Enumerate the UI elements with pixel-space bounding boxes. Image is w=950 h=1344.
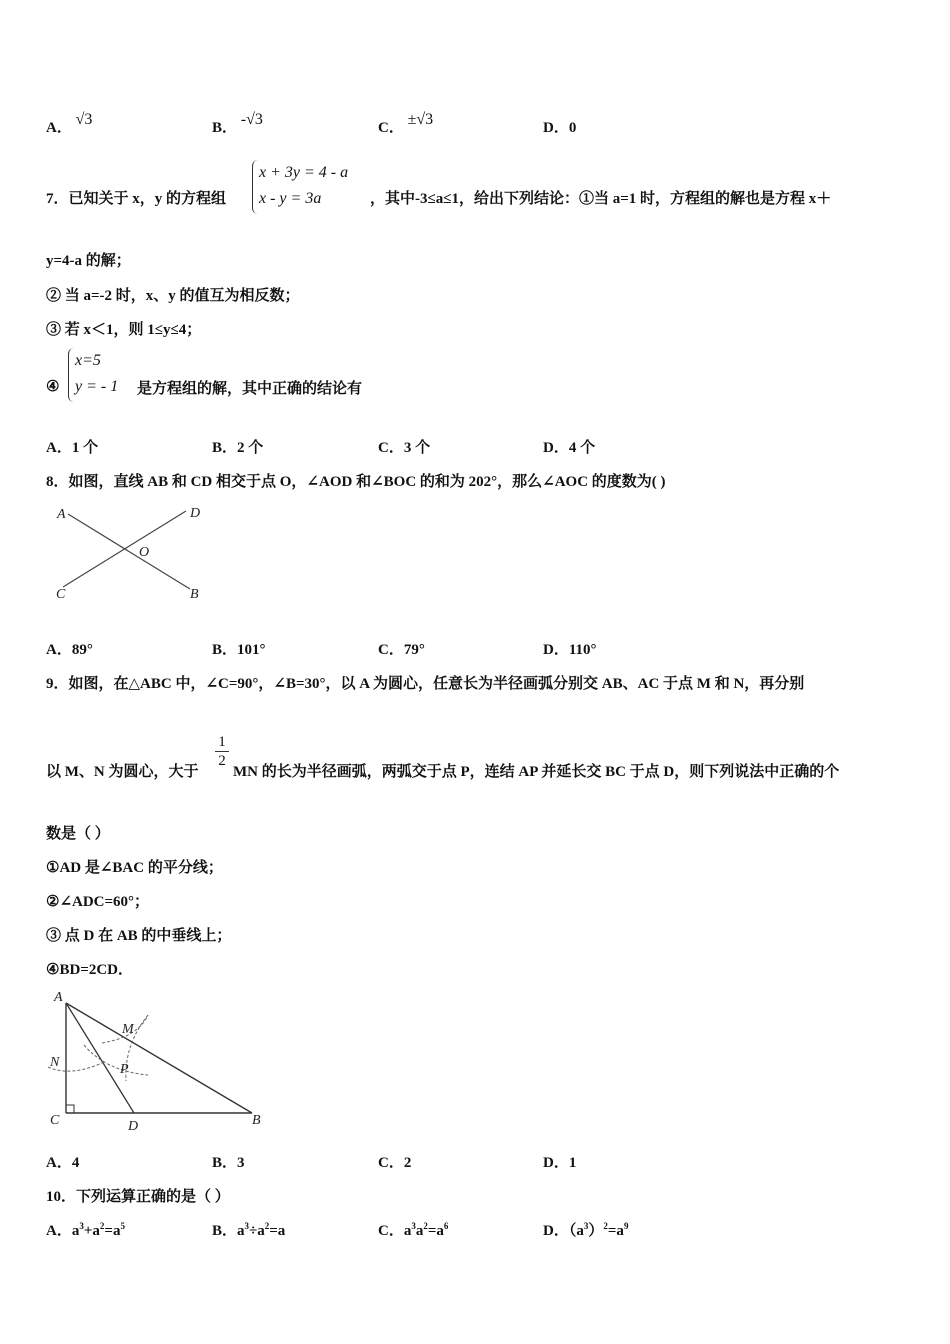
q7-option-d: D．4 个 [543, 440, 596, 456]
expr-part: +a [83, 1223, 100, 1239]
q7-option-a: A．1 个 [46, 440, 99, 456]
q9-option-d: D．1 [543, 1155, 577, 1171]
q10-option-a-label: A． [46, 1223, 72, 1239]
expr-exp: 2 [603, 1221, 608, 1231]
q6-option-b [212, 111, 263, 137]
q7-solution-y: y = - 1 [75, 378, 119, 395]
q7-prefix: 7．已知关于 x，y 的方程组 [46, 191, 227, 207]
q6-option-a-value: √3 [75, 111, 93, 128]
q8-option-c: C．79° [378, 642, 425, 658]
expr-part: =a [269, 1223, 286, 1239]
expr-exp: 3 [79, 1221, 84, 1231]
line-ab [68, 514, 190, 589]
expr-part: a [237, 1223, 245, 1239]
q6-option-c-value: ±√3 [407, 111, 434, 128]
q10-option-c-label: C． [378, 1223, 404, 1239]
q8-option-d: D．110° [543, 642, 597, 658]
expr-exp: 9 [623, 1221, 629, 1231]
label-d: D [128, 1119, 139, 1134]
q10-option-a [46, 1219, 125, 1240]
q9-option-a: A．4 [46, 1155, 80, 1171]
q6-option-a [46, 111, 93, 137]
expr-exp: 6 [443, 1221, 449, 1231]
arc-from-n [84, 1045, 148, 1075]
expr-part: ） [588, 1223, 604, 1239]
expr-exp: 2 [423, 1221, 428, 1231]
q9-statement-3: ③ 点 D 在 AB 的中垂线上； [46, 928, 232, 944]
q9-option-c: C．2 [378, 1155, 412, 1171]
q6-option-b-label: B． [212, 120, 238, 136]
q9-statement-4: ④BD=2CD． [46, 962, 133, 978]
q10-option-c [378, 1219, 448, 1240]
expr-part: a [71, 1223, 80, 1239]
label-b: B [252, 1113, 261, 1128]
q9-statement-2: ②∠ADC=60°； [46, 894, 150, 910]
q7-option-b: B．2 个 [212, 440, 264, 456]
expr-exp: 5 [120, 1221, 125, 1231]
q8-question: 8．如图，直线 AB 和 CD 相交于点 O，∠AOD 和∠BOC 的和为 202°，那么∠AOC 的度数为( ) [46, 474, 666, 490]
q10-option-b [212, 1219, 285, 1240]
expr-part: （a [568, 1223, 584, 1239]
q9-statement-1: ①AD 是∠BAC 的平分线； [46, 860, 223, 876]
label-b: B [190, 587, 199, 602]
q9-line3: 数是（ ） [46, 826, 110, 842]
label-m: M [122, 1022, 134, 1037]
q9-fraction [215, 733, 229, 770]
q7-equation-1: x + 3y = 4 - a [259, 164, 349, 181]
expr-part: ÷a [249, 1223, 265, 1239]
expr-exp: 2 [99, 1221, 105, 1231]
q10-option-b-label: B． [212, 1223, 238, 1239]
expr-part: =a [104, 1223, 121, 1239]
q7-statement-2: ② 当 a=-2 时，x、y 的值互为相反数； [46, 288, 300, 304]
q8-option-b: B．101° [212, 642, 266, 658]
q9-fraction-numerator: 1 [218, 734, 226, 750]
q8-option-a: A．89° [46, 642, 93, 658]
q8-intersecting-lines-figure [50, 500, 220, 610]
label-d: D [190, 506, 201, 521]
q9-triangle-figure [40, 985, 280, 1135]
right-angle-mark [66, 1105, 74, 1113]
label-c: C [56, 587, 66, 602]
bisector-ad [66, 1003, 134, 1113]
expr-exp: 3 [411, 1221, 416, 1231]
q10-option-d-label: D． [543, 1223, 569, 1239]
q10-option-d [543, 1219, 628, 1240]
label-n: N [50, 1055, 60, 1070]
q6-option-b-value: -√3 [240, 111, 263, 128]
q7-suffix: ，其中-3≤a≤1，给出下列结论：①当 a=1 时，方程组的解也是方程 x＋ [370, 191, 832, 207]
q6-option-c [378, 111, 434, 137]
q9-option-b: B．3 [212, 1155, 245, 1171]
label-a: A [57, 507, 66, 522]
q7-solution-system [68, 348, 118, 402]
side-ab [66, 1003, 252, 1113]
q7-line2: y=4-a 的解； [46, 253, 131, 269]
q7-statement-4-circle: ④ [46, 379, 60, 395]
label-a: A [54, 990, 63, 1005]
expr-exp: 2 [264, 1221, 270, 1231]
q6-option-a-label: A． [46, 120, 72, 136]
q9-line2-post: MN 的长为半径画弧，两弧交于点 P，连结 AP 并延长交 BC 于点 D，则下列说法中正确的个 [233, 764, 840, 780]
label-p: P [120, 1062, 129, 1077]
label-c: C [50, 1113, 60, 1128]
q10-question: 10．下列运算正确的是（ ） [46, 1189, 230, 1205]
expr-part: a [403, 1223, 412, 1239]
expr-exp: 3 [244, 1221, 250, 1231]
q7-equation-2: x - y = 3a [259, 190, 322, 207]
label-o: O [139, 545, 150, 560]
q6-option-d: D．0 [543, 120, 577, 136]
q7-option-c: C．3 个 [378, 440, 431, 456]
expr-exp: 3 [583, 1221, 589, 1231]
q7-solution-x: x=5 [75, 352, 101, 369]
q6-option-c-label: C． [378, 120, 404, 136]
expr-part: =a [427, 1223, 444, 1239]
q7-equation-system [252, 160, 348, 214]
q9-fraction-denominator: 2 [215, 751, 229, 770]
q9-line2-pre: 以 M、N 为圆心，大于 [46, 764, 199, 780]
expr-part: =a [607, 1223, 624, 1239]
q7-statement-4-text: 是方程组的解，其中正确的结论有 [137, 381, 363, 397]
expr-part: a [415, 1223, 424, 1239]
q7-statement-3: ③ 若 x＜1，则 1≤y≤4； [46, 322, 202, 338]
q9-line1: 9．如图，在△ABC 中，∠C=90°，∠B=30°，以 A 为圆心，任意长为半径画弧分别交 AB、AC 于点 M 和 N，再分别 [46, 676, 805, 692]
